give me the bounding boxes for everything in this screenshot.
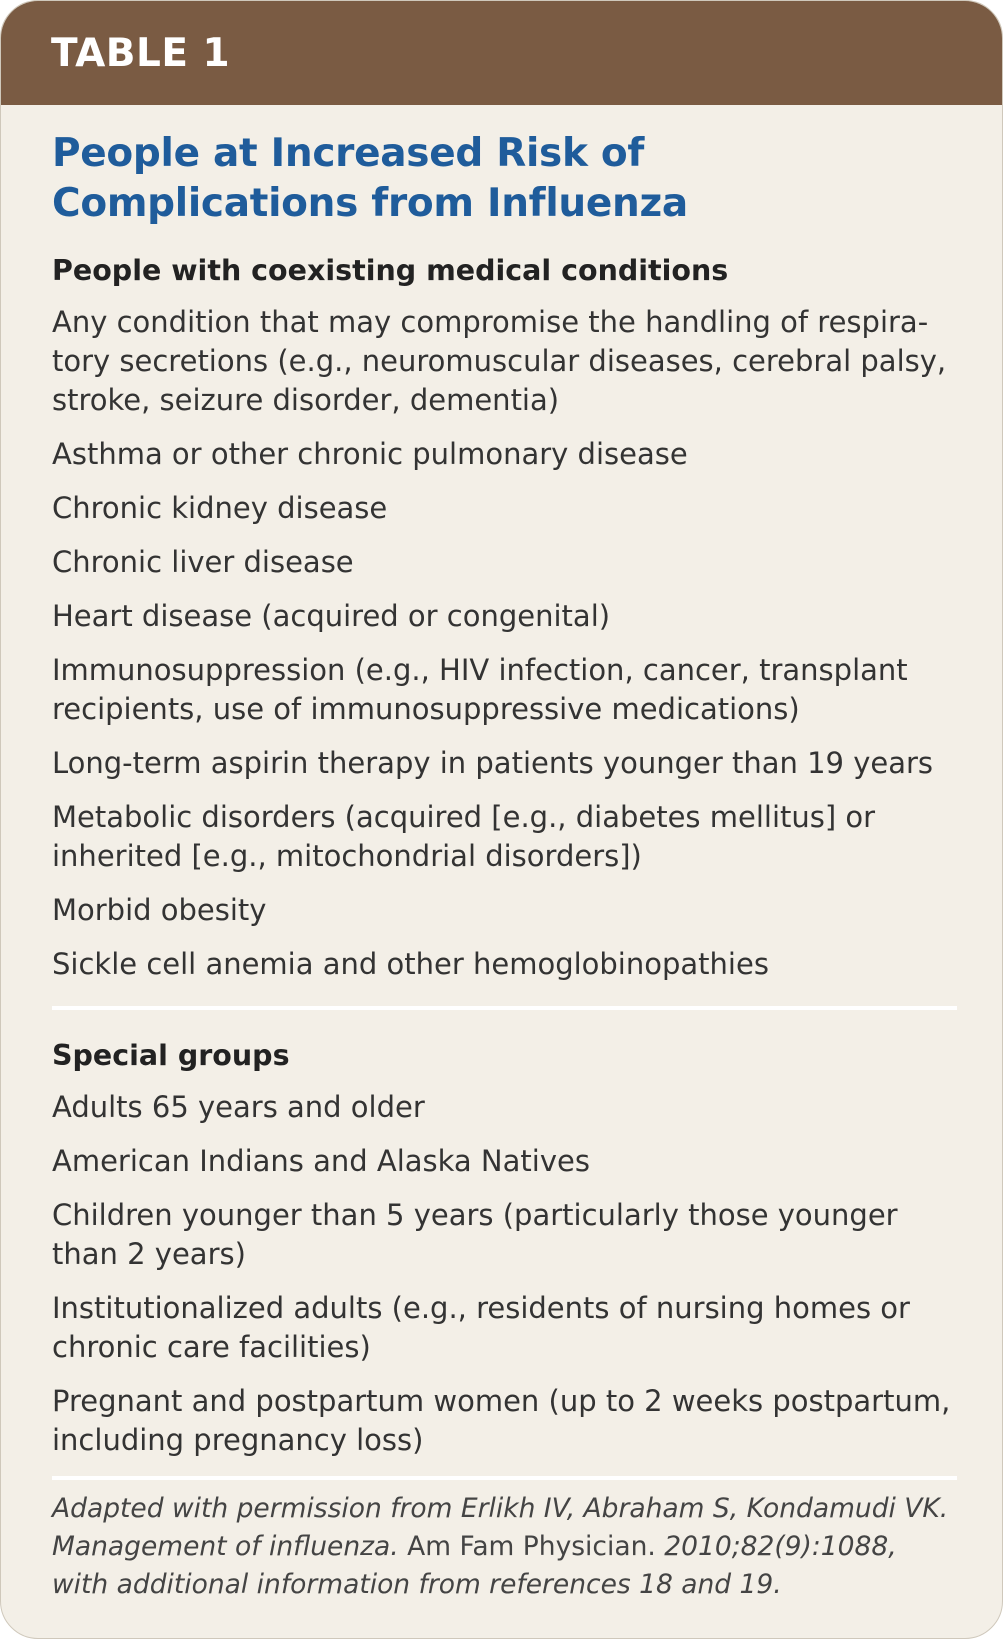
- section-coexisting-conditions: [52, 251, 957, 984]
- section-divider: [52, 1006, 957, 1010]
- footnote-journal: Am Fam Physician.: [407, 1531, 656, 1562]
- list-item: Children younger than 5 years (particularly those younger than 2 years): [52, 1198, 898, 1271]
- table-header: [1, 1, 1002, 105]
- list-item: Sickle cell anemia and other hemoglobinopathies: [52, 947, 769, 981]
- section-heading: Special groups: [52, 1039, 290, 1072]
- list-item: Asthma or other chronic pulmonary disease: [52, 437, 688, 471]
- list-item: Heart disease (acquired or congenital): [52, 599, 611, 633]
- list-item: Long-term aspirin therapy in patients younger than 19 years: [52, 746, 934, 780]
- list-item: American Indians and Alaska Natives: [52, 1144, 590, 1178]
- table-content: [52, 129, 957, 1604]
- list-item: Chronic liver disease: [52, 545, 354, 579]
- source-footnote: [52, 1490, 957, 1604]
- list-item: Institutionalized adults (e.g., residents of nursing homes or chronic care facilities): [52, 1291, 910, 1364]
- table-number-label: TABLE 1: [51, 31, 231, 76]
- list-item: Morbid obesity: [52, 893, 267, 927]
- section-special-groups: [52, 1036, 957, 1460]
- list-item: Chronic kidney disease: [52, 491, 388, 525]
- list-item: Pregnant and postpartum women (up to 2 weeks postpartum, including pregnancy loss): [52, 1384, 951, 1457]
- section-heading: People with coexisting medical conditions: [52, 254, 729, 287]
- footnote-reference: 2010;82(9):1088, with additional information from references 18 and 19.: [52, 1531, 897, 1600]
- footnote-citation: Adapted with permission from Erlikh IV, Abraham S, Kondamudi VK. Management of influenza.: [52, 1493, 949, 1562]
- list-item: Metabolic disorders (acquired [e.g., diabetes mellitus] or inherited [e.g., mitochondrial disorders]): [52, 800, 876, 873]
- list-item: Immunosuppression (e.g., HIV infection, cancer, transplant recipients, use of immunosuppressive medications): [52, 653, 908, 726]
- table-title: People at Increased Risk of Complications from Influenza: [52, 131, 688, 226]
- list-item: Adults 65 years and older: [52, 1090, 425, 1124]
- list-item: Any condition that may compromise the handling of respira-tory secretions (e.g., neuromuscular diseases, cerebral palsy, stroke, seizure disorder, dementia): [52, 305, 947, 417]
- footnote-divider: [52, 1476, 957, 1480]
